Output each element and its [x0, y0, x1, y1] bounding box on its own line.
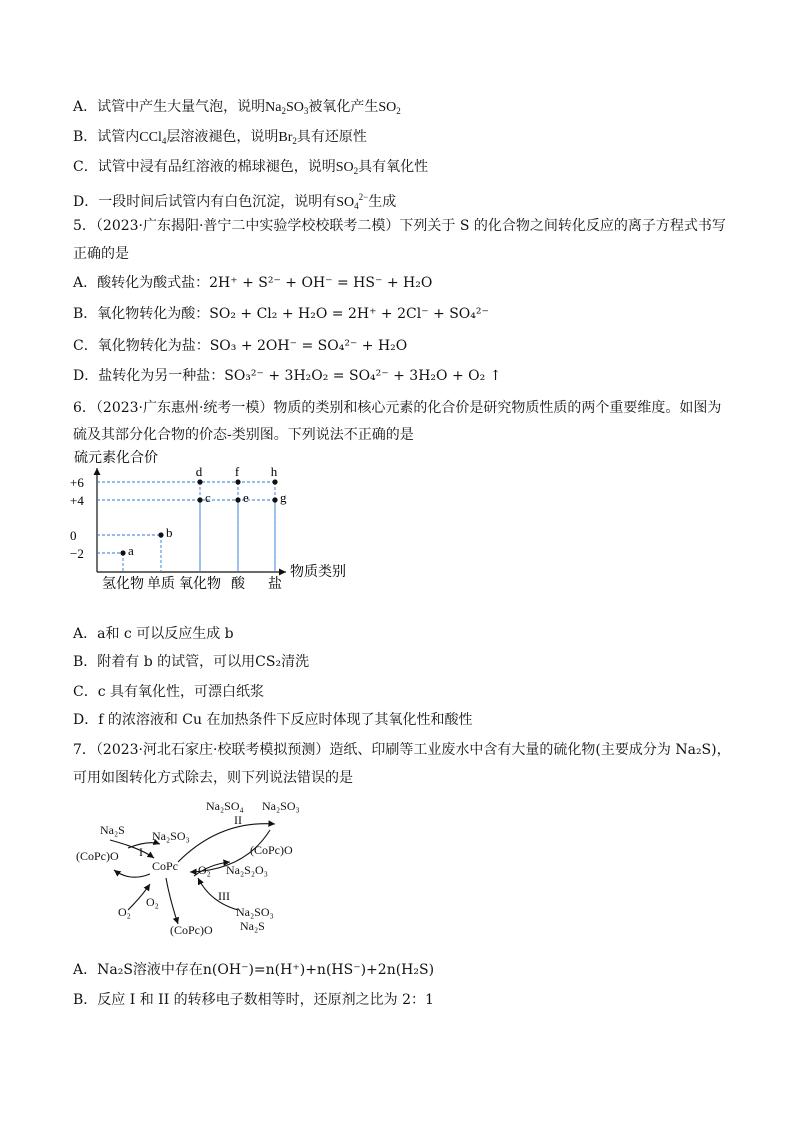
- valence-category-chart: [60, 448, 370, 594]
- chart-x-category-label: 酸: [231, 577, 245, 592]
- q7-stem-line1: 7．（2023·河北石家庄·校联考模拟预测）造纸、印刷等工业废水中含有大量的硫化物(主要成分为 Na₂S)，: [73, 742, 731, 758]
- q7-stem-line2: 可用如图转化方式除去，则下列说法错误的是: [73, 770, 353, 786]
- chart-point-label-d: d: [195, 464, 203, 479]
- q6-option-a: A．a和 c 可以反应生成 b: [73, 626, 234, 642]
- reaction-label-ii: II: [234, 813, 242, 827]
- q6-option-d: D．f 的浓溶液和 Cu 在加热条件下反应时体现了其氧化性和酸性: [73, 712, 473, 728]
- chart-x-category-label: 单质: [147, 577, 175, 592]
- species-na2so3-out: Na₂SO₃: [152, 829, 190, 843]
- species-copco-right: (CoPc)O: [250, 843, 293, 857]
- q5-stem-line2: 正确的是: [73, 246, 129, 262]
- chart-y-tick-label: +4: [70, 493, 84, 508]
- chart-x-category-label: 盐: [268, 577, 282, 592]
- species-copco-left: (CoPc)O: [76, 849, 119, 863]
- chart-point-e: [235, 497, 240, 502]
- species-na2s-in: Na₂S: [100, 823, 125, 837]
- species-na2so3-top: Na₂SO₃: [262, 799, 300, 813]
- chart-point-label-b: b: [166, 525, 173, 540]
- chart-y-tick-label: −2: [70, 546, 84, 561]
- q5-option-a: A．酸转化为酸式盐：2H⁺ + S²⁻ + OH⁻ = HS⁻ + H₂O: [73, 275, 433, 291]
- reaction-label-i: I: [139, 845, 143, 859]
- chart-point-label-a: a: [128, 543, 134, 558]
- species-o2-right: O₂: [198, 863, 211, 877]
- reaction-label-iii: III: [218, 889, 230, 903]
- chart-x-axis-label: 物质类别: [290, 565, 346, 580]
- q6-stem-line1: 6．（2023·广东惠州·统考一模）物质的类别和核心元素的化合价是研究物质性质的两个重要维度。如图为: [73, 400, 722, 416]
- species-na2s-bottom: Na₂S: [240, 919, 265, 933]
- species-o2-bottom: O₂: [146, 895, 159, 909]
- chart-point-f: [235, 479, 240, 484]
- chart-point-h: [272, 479, 277, 484]
- species-copc-center: CoPc: [152, 859, 179, 873]
- q4-option-d: D．一段时间后试管内有白色沉淀，说明有$SO_4^{2-}$生成: [73, 192, 397, 211]
- q6-stem-line2: 硫及其部分化合物的价态-类别图。下列说法不正确的是: [73, 427, 414, 443]
- q5-option-d: D．盐转化为另一种盐：SO₃²⁻ + 3H₂O₂ = SO₄²⁻ + 3H₂O + O₂ ↑: [73, 368, 502, 384]
- arrow-copc-down: [166, 878, 178, 924]
- chart-point-label-c: c: [205, 490, 211, 505]
- q7-option-a: A．Na₂S溶液中存在n(OH⁻)=n(H⁺)+n(HS⁻)+2n(H₂S): [73, 962, 435, 978]
- chart-point-label-e: e: [243, 490, 249, 505]
- q5-option-b: B．氧化物转化为酸：SO₂ + Cl₂ + H₂O = 2H⁺ + 2Cl⁻ + SO₄²⁻: [73, 306, 489, 322]
- chart-y-tick-label: +6: [70, 475, 84, 490]
- chart-point-b: [158, 532, 163, 537]
- chart-point-a: [120, 550, 125, 555]
- conversion-cycle-diagram: [70, 790, 370, 950]
- chart-y-tick-label: 0: [70, 528, 77, 543]
- q4-option-b: B．试管内CCl$_4$层溶液褪色，说明$Br_2$具有还原性: [73, 129, 367, 146]
- chart-point-d: [197, 479, 202, 484]
- q6-option-c: C．c 具有氧化性，可漂白纸浆: [73, 684, 265, 700]
- chart-point-label-f: f: [234, 464, 240, 479]
- chart-point-c: [197, 497, 202, 502]
- species-copco-bottom: (CoPc)O: [170, 923, 213, 937]
- chart-x-category-label: 氧化物: [179, 577, 221, 592]
- species-na2so4-top: Na₂SO₄: [206, 799, 244, 813]
- chart-x-category-label: 氢化物: [102, 577, 144, 592]
- species-o2-left: O₂: [118, 905, 131, 919]
- chart-point-label-g: g: [280, 490, 287, 505]
- q6-option-b: B．附着有 b 的试管，可以用CS₂清洗: [73, 654, 310, 670]
- q5-option-c: C．氧化物转化为盐：SO₃ + 2OH⁻ = SO₄²⁻ + H₂O: [73, 338, 408, 354]
- arrow-copc-left: [114, 870, 150, 877]
- q7-option-b: B．反应 I 和 II 的转移电子数相等时，还原剂之比为 2：1: [73, 992, 434, 1008]
- chart-point-g: [272, 497, 277, 502]
- species-na2so3-bottom: Na₂SO₃: [236, 905, 274, 919]
- q4-option-c: C．试管中浸有品红溶液的棉球褪色，说明$SO_2$具有氧化性: [73, 159, 429, 176]
- species-na2s2o3: Na₂S₂O₃: [226, 863, 268, 877]
- q4-option-a: A．试管中产生大量气泡，说明$Na_2SO_3$被氧化产生$SO_2$: [73, 99, 401, 116]
- chart-y-axis-label: 硫元素化合价: [74, 451, 158, 466]
- q5-stem-line1: 5．（2023·广东揭阳·普宁二中实验学校校联考二模）下列关于 S 的化合物之间转化反应的离子方程式书写: [73, 218, 726, 234]
- chart-point-label-h: h: [270, 464, 278, 479]
